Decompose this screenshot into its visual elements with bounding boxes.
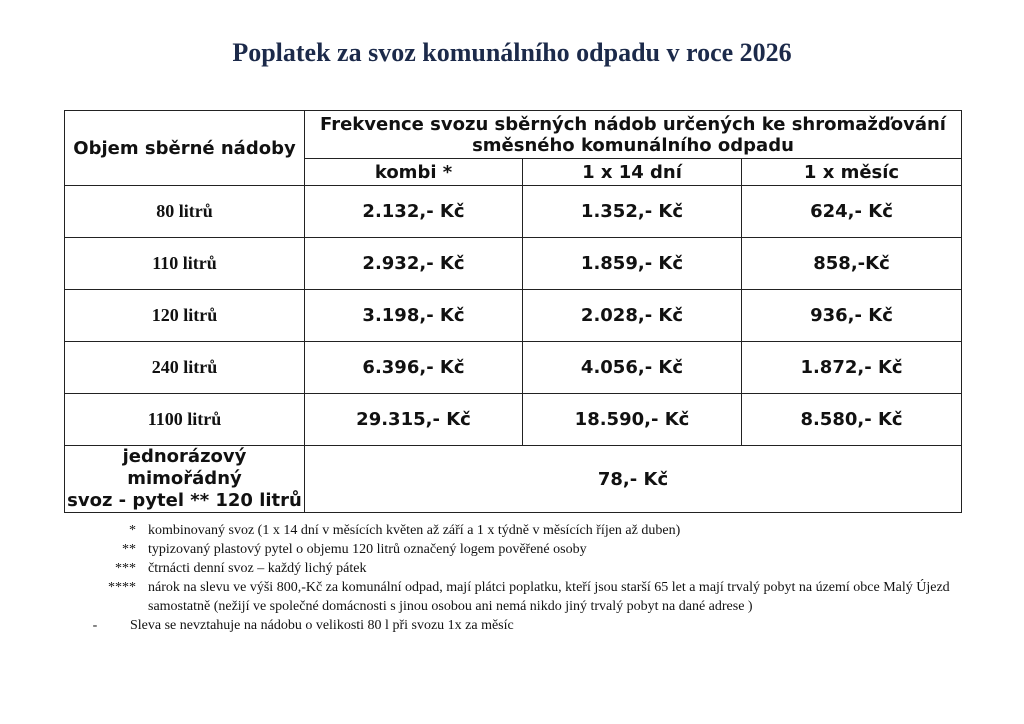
price-biweekly: 2.028,- Kč <box>523 290 742 342</box>
price-kombi: 3.198,- Kč <box>305 290 523 342</box>
fee-table <box>64 110 962 513</box>
row-volume: 120 litrů <box>65 290 305 342</box>
header-volume: Objem sběrné nádoby <box>65 111 305 186</box>
price-monthly: 1.872,- Kč <box>742 342 962 394</box>
footnote-text: nárok na slevu ve výši 800,-Kč za komunální odpad, mají plátci poplatku, kteří jsou starší 65 let a mají trvalý pobyt na území obce Malý Újezd samostatně (nežijí ve společné domácnosti s jinou osobou ani nemá nikdo jiný trvalý pobyt na dané adrese ) <box>148 580 950 614</box>
footnote-mark: * <box>129 523 136 538</box>
table-row <box>65 342 962 394</box>
footnote <box>80 616 960 635</box>
header-frequency-line2: směsného komunálního odpadu <box>472 134 794 156</box>
footnote-mark: ** <box>122 542 136 557</box>
footnote-mark: **** <box>108 580 136 595</box>
price-biweekly: 18.590,- Kč <box>523 394 742 446</box>
footnote <box>80 578 960 616</box>
header-biweekly: 1 x 14 dní <box>523 159 742 186</box>
special-collection-price: 78,- Kč <box>305 446 962 513</box>
footnote <box>80 559 960 578</box>
footnote-text: kombinovaný svoz (1 x 14 dní v měsících květen až září a 1 x týdně v měsících říjen až duben) <box>148 523 681 538</box>
footnote-mark: *** <box>115 561 136 576</box>
header-frequency-line1: Frekvence svozu sběrných nádob určených ke shromažďování <box>320 113 946 135</box>
header-frequency <box>305 111 962 159</box>
footnotes <box>80 521 960 635</box>
price-biweekly: 1.859,- Kč <box>523 238 742 290</box>
price-kombi: 6.396,- Kč <box>305 342 523 394</box>
price-monthly: 858,-Kč <box>742 238 962 290</box>
price-monthly: 936,- Kč <box>742 290 962 342</box>
page-title: Poplatek za svoz komunálního odpadu v roce 2026 <box>232 38 792 67</box>
table-row <box>65 238 962 290</box>
price-monthly: 624,- Kč <box>742 186 962 238</box>
table-row-special <box>65 446 962 513</box>
footnote-text: Sleva se nevztahuje na nádobu o velikosti 80 l při svozu 1x za měsíc <box>130 618 514 633</box>
table-row <box>65 394 962 446</box>
price-kombi: 2.132,- Kč <box>305 186 523 238</box>
footnote <box>80 540 960 559</box>
row-volume: 110 litrů <box>65 238 305 290</box>
price-monthly: 8.580,- Kč <box>742 394 962 446</box>
price-kombi: 2.932,- Kč <box>305 238 523 290</box>
price-kombi: 29.315,- Kč <box>305 394 523 446</box>
row-volume: 1100 litrů <box>65 394 305 446</box>
footnote <box>80 521 960 540</box>
row-volume: 80 litrů <box>65 186 305 238</box>
table-row <box>65 290 962 342</box>
special-label-line1: jednorázový mimořádný <box>122 446 247 489</box>
header-monthly: 1 x měsíc <box>742 159 962 186</box>
footnote-text: čtrnácti denní svoz – každý lichý pátek <box>148 561 367 576</box>
price-biweekly: 1.352,- Kč <box>523 186 742 238</box>
row-volume: 240 litrů <box>65 342 305 394</box>
special-collection-label <box>65 446 305 513</box>
footnote-text: typizovaný plastový pytel o objemu 120 litrů označený logem pověřené osoby <box>148 542 587 557</box>
table-row <box>65 186 962 238</box>
special-label-line2: svoz - pytel ** 120 litrů <box>67 490 302 511</box>
price-biweekly: 4.056,- Kč <box>523 342 742 394</box>
footnote-mark: - <box>92 618 98 633</box>
header-kombi: kombi * <box>305 159 523 186</box>
